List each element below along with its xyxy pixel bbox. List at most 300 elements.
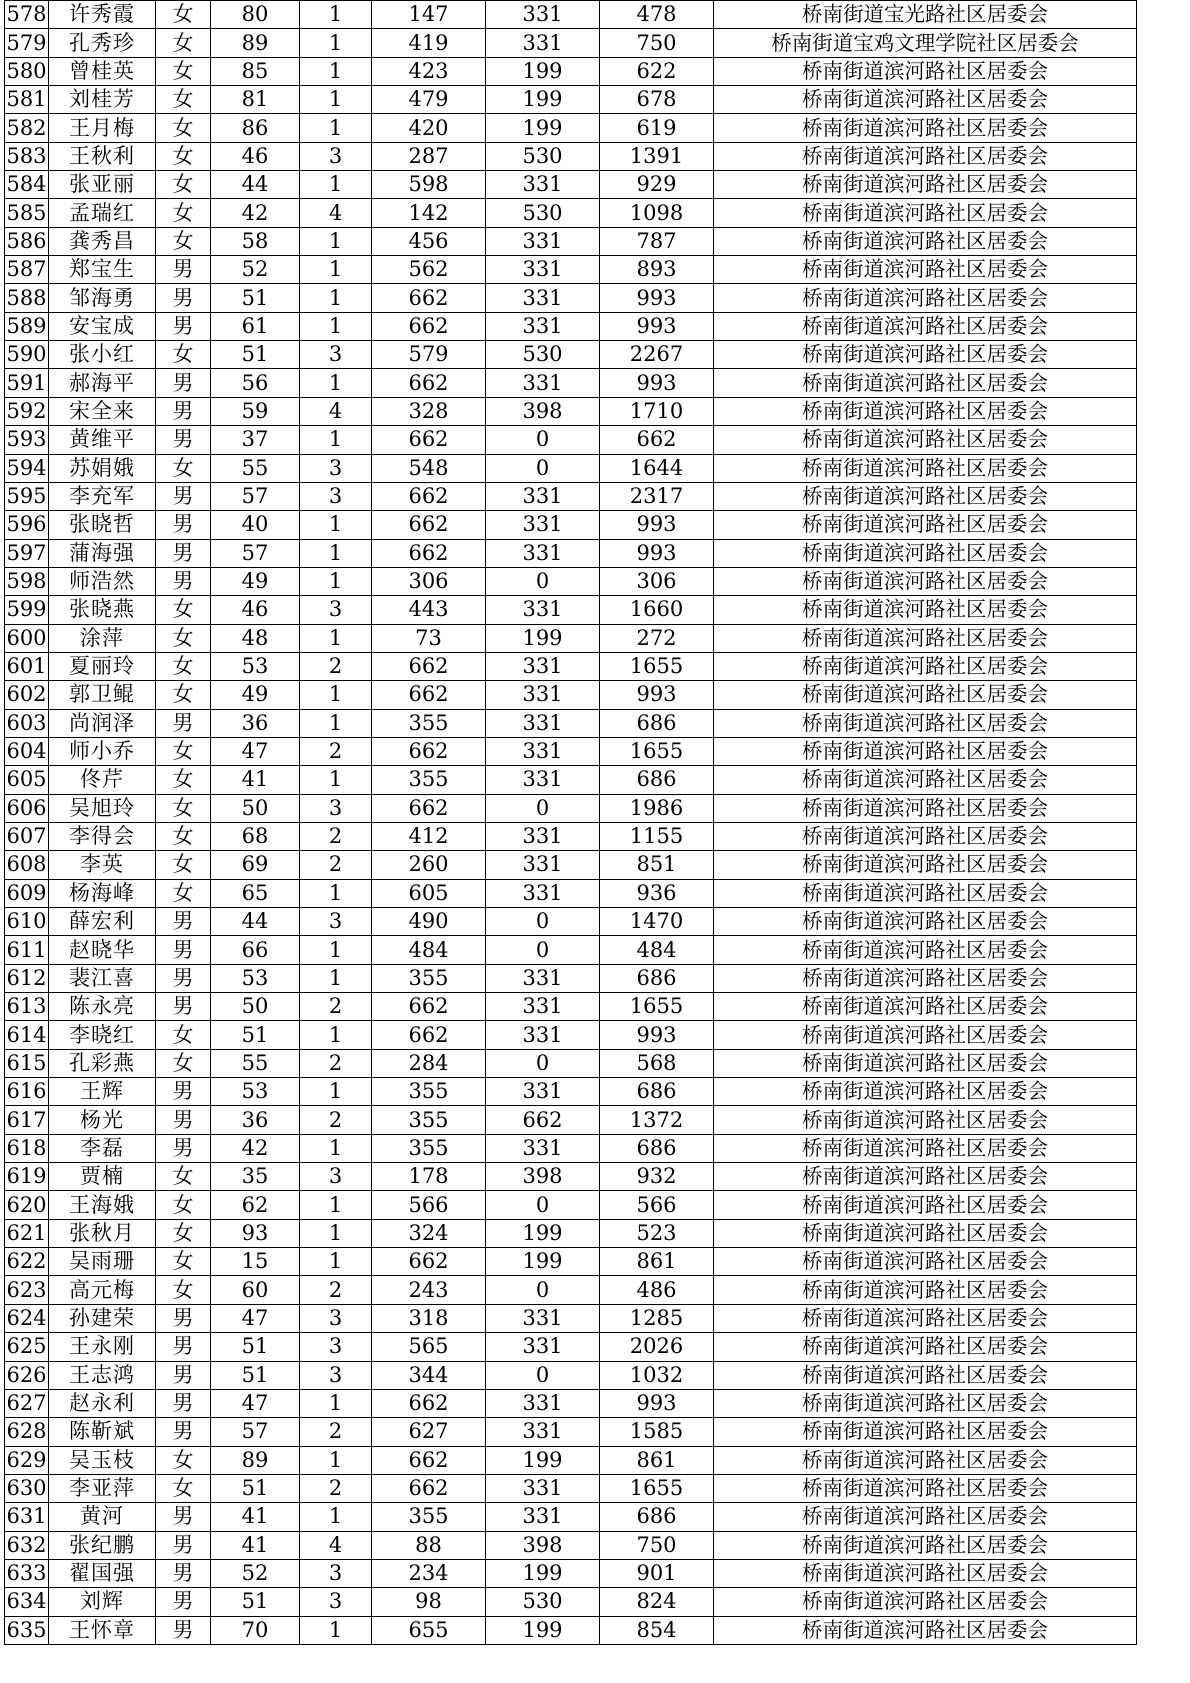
age-cell: 42 [211,199,300,227]
amount-cell: 662 [372,652,486,680]
name-cell: 师浩然 [49,567,156,595]
amount-cell: 662 [372,1389,486,1417]
age-cell: 51 [211,1474,300,1502]
address-cell: 桥南街道滨河路社区居委会 [714,652,1137,680]
amount-cell: 306 [372,567,486,595]
amount-cell: 662 [372,681,486,709]
index-cell: 621 [5,1219,49,1247]
gender-cell: 男 [156,482,211,510]
name-cell: 孙建荣 [49,1304,156,1332]
amount-cell: 355 [372,1503,486,1531]
total-cell: 2267 [600,341,714,369]
table-row [5,681,1137,709]
index-cell: 598 [5,567,49,595]
table-row [5,1446,1137,1474]
amount-cell: 456 [372,227,486,255]
address-cell: 桥南街道滨河路社区居委会 [714,596,1137,624]
count-cell: 2 [300,993,372,1021]
table-row [5,993,1137,1021]
subsidy-cell: 0 [486,567,600,595]
amount-cell: 355 [372,766,486,794]
subsidy-cell: 530 [486,142,600,170]
address-cell: 桥南街道滨河路社区居委会 [714,681,1137,709]
count-cell: 1 [300,766,372,794]
index-cell: 600 [5,624,49,652]
amount-cell: 579 [372,341,486,369]
address-cell: 桥南街道滨河路社区居委会 [714,1418,1137,1446]
amount-cell: 662 [372,993,486,1021]
name-cell: 龚秀昌 [49,227,156,255]
subsidy-cell: 331 [486,766,600,794]
table-row [5,1588,1137,1616]
table-row [5,1361,1137,1389]
subsidy-cell: 398 [486,1163,600,1191]
subsidy-cell: 331 [486,1389,600,1417]
index-cell: 616 [5,1078,49,1106]
total-cell: 993 [600,312,714,340]
amount-cell: 548 [372,454,486,482]
table-row [5,171,1137,199]
amount-cell: 662 [372,312,486,340]
total-cell: 993 [600,681,714,709]
index-cell: 618 [5,1134,49,1162]
age-cell: 68 [211,822,300,850]
table-row [5,426,1137,454]
subsidy-cell: 331 [486,1503,600,1531]
age-cell: 51 [211,341,300,369]
amount-cell: 243 [372,1276,486,1304]
table-row [5,567,1137,595]
count-cell: 3 [300,1559,372,1587]
gender-cell: 女 [156,1049,211,1077]
table-row [5,539,1137,567]
amount-cell: 565 [372,1333,486,1361]
amount-cell: 147 [372,1,486,29]
table-row [5,1106,1137,1134]
address-cell: 桥南街道滨河路社区居委会 [714,1191,1137,1219]
amount-cell: 662 [372,1474,486,1502]
total-cell: 686 [600,766,714,794]
address-cell: 桥南街道滨河路社区居委会 [714,114,1137,142]
age-cell: 62 [211,1191,300,1219]
count-cell: 2 [300,652,372,680]
address-cell: 桥南街道滨河路社区居委会 [714,539,1137,567]
name-cell: 黄河 [49,1503,156,1531]
count-cell: 1 [300,1616,372,1644]
index-cell: 610 [5,908,49,936]
name-cell: 杨海峰 [49,879,156,907]
amount-cell: 284 [372,1049,486,1077]
subsidy-cell: 331 [486,1134,600,1162]
index-cell: 611 [5,936,49,964]
amount-cell: 142 [372,199,486,227]
total-cell: 936 [600,879,714,907]
address-cell: 桥南街道滨河路社区居委会 [714,86,1137,114]
index-cell: 599 [5,596,49,624]
table-row [5,199,1137,227]
age-cell: 46 [211,596,300,624]
gender-cell: 男 [156,1418,211,1446]
gender-cell: 男 [156,1333,211,1361]
age-cell: 60 [211,1276,300,1304]
gender-cell: 男 [156,426,211,454]
total-cell: 929 [600,171,714,199]
count-cell: 1 [300,936,372,964]
subsidy-cell: 331 [486,993,600,1021]
age-cell: 51 [211,1333,300,1361]
gender-cell: 男 [156,1616,211,1644]
total-cell: 1155 [600,822,714,850]
gender-cell: 男 [156,993,211,1021]
total-cell: 1644 [600,454,714,482]
address-cell: 桥南街道滨河路社区居委会 [714,1163,1137,1191]
name-cell: 张亚丽 [49,171,156,199]
name-cell: 陈永亮 [49,993,156,1021]
name-cell: 杨光 [49,1106,156,1134]
gender-cell: 男 [156,1531,211,1559]
index-cell: 628 [5,1418,49,1446]
amount-cell: 98 [372,1588,486,1616]
total-cell: 750 [600,1531,714,1559]
count-cell: 1 [300,171,372,199]
address-cell: 桥南街道滨河路社区居委会 [714,964,1137,992]
index-cell: 607 [5,822,49,850]
address-cell: 桥南街道滨河路社区居委会 [714,737,1137,765]
subsidy-cell: 0 [486,1049,600,1077]
index-cell: 585 [5,199,49,227]
name-cell: 李磊 [49,1134,156,1162]
table-row [5,1191,1137,1219]
address-cell: 桥南街道滨河路社区居委会 [714,312,1137,340]
total-cell: 1032 [600,1361,714,1389]
amount-cell: 662 [372,284,486,312]
name-cell: 赵永利 [49,1389,156,1417]
count-cell: 1 [300,369,372,397]
address-cell: 桥南街道滨河路社区居委会 [714,851,1137,879]
gender-cell: 女 [156,766,211,794]
address-cell: 桥南街道滨河路社区居委会 [714,993,1137,1021]
gender-cell: 男 [156,1134,211,1162]
age-cell: 81 [211,86,300,114]
count-cell: 1 [300,1134,372,1162]
count-cell: 3 [300,1304,372,1332]
table-row [5,766,1137,794]
subsidy-cell: 331 [486,256,600,284]
gender-cell: 女 [156,737,211,765]
count-cell: 3 [300,1163,372,1191]
name-cell: 黄维平 [49,426,156,454]
table-row [5,57,1137,85]
table-row [5,822,1137,850]
amount-cell: 605 [372,879,486,907]
gender-cell: 男 [156,511,211,539]
gender-cell: 女 [156,624,211,652]
amount-cell: 662 [372,369,486,397]
subsidy-cell: 331 [486,312,600,340]
name-cell: 李亚萍 [49,1474,156,1502]
total-cell: 566 [600,1191,714,1219]
name-cell: 宋全来 [49,397,156,425]
gender-cell: 男 [156,1503,211,1531]
age-cell: 61 [211,312,300,340]
subsidy-cell: 331 [486,1304,600,1332]
count-cell: 1 [300,114,372,142]
subsidy-cell: 331 [486,709,600,737]
age-cell: 86 [211,114,300,142]
total-cell: 1710 [600,397,714,425]
table-row [5,341,1137,369]
gender-cell: 女 [156,227,211,255]
address-cell: 桥南街道滨河路社区居委会 [714,256,1137,284]
amount-cell: 662 [372,426,486,454]
subsidy-cell: 331 [486,29,600,57]
index-cell: 633 [5,1559,49,1587]
age-cell: 42 [211,1134,300,1162]
total-cell: 478 [600,1,714,29]
address-cell: 桥南街道滨河路社区居委会 [714,1248,1137,1276]
table-row [5,114,1137,142]
subsidy-cell: 331 [486,539,600,567]
amount-cell: 662 [372,1446,486,1474]
address-cell: 桥南街道滨河路社区居委会 [714,284,1137,312]
address-cell: 桥南街道滨河路社区居委会 [714,709,1137,737]
total-cell: 993 [600,1021,714,1049]
count-cell: 3 [300,908,372,936]
age-cell: 56 [211,369,300,397]
address-cell: 桥南街道滨河路社区居委会 [714,1531,1137,1559]
count-cell: 1 [300,426,372,454]
amount-cell: 443 [372,596,486,624]
address-cell: 桥南街道滨河路社区居委会 [714,1361,1137,1389]
age-cell: 47 [211,1389,300,1417]
subsidy-cell: 199 [486,1559,600,1587]
name-cell: 郭卫鲲 [49,681,156,709]
subsidy-cell: 199 [486,624,600,652]
table-row [5,851,1137,879]
count-cell: 1 [300,29,372,57]
index-cell: 602 [5,681,49,709]
subsidy-cell: 331 [486,851,600,879]
name-cell: 李晓红 [49,1021,156,1049]
index-cell: 579 [5,29,49,57]
index-cell: 605 [5,766,49,794]
address-cell: 桥南街道滨河路社区居委会 [714,199,1137,227]
address-cell: 桥南街道滨河路社区居委会 [714,1503,1137,1531]
amount-cell: 662 [372,794,486,822]
subsidy-cell: 398 [486,397,600,425]
name-cell: 张晓哲 [49,511,156,539]
index-cell: 578 [5,1,49,29]
address-cell: 桥南街道滨河路社区居委会 [714,908,1137,936]
subsidy-cell: 331 [486,1078,600,1106]
count-cell: 1 [300,1446,372,1474]
age-cell: 57 [211,482,300,510]
name-cell: 郑宝生 [49,256,156,284]
count-cell: 3 [300,142,372,170]
index-cell: 613 [5,993,49,1021]
index-cell: 591 [5,369,49,397]
address-cell: 桥南街道滨河路社区居委会 [714,171,1137,199]
subsidy-cell: 331 [486,1333,600,1361]
age-cell: 57 [211,1418,300,1446]
address-cell: 桥南街道滨河路社区居委会 [714,482,1137,510]
address-cell: 桥南街道滨河路社区居委会 [714,454,1137,482]
count-cell: 1 [300,86,372,114]
gender-cell: 男 [156,539,211,567]
name-cell: 郝海平 [49,369,156,397]
count-cell: 1 [300,681,372,709]
address-cell: 桥南街道滨河路社区居委会 [714,511,1137,539]
address-cell: 桥南街道滨河路社区居委会 [714,369,1137,397]
name-cell: 王志鸿 [49,1361,156,1389]
age-cell: 55 [211,1049,300,1077]
index-cell: 581 [5,86,49,114]
name-cell: 王怀章 [49,1616,156,1644]
name-cell: 蒲海强 [49,539,156,567]
address-cell: 桥南街道滨河路社区居委会 [714,936,1137,964]
total-cell: 932 [600,1163,714,1191]
gender-cell: 男 [156,964,211,992]
amount-cell: 355 [372,1134,486,1162]
name-cell: 曾桂英 [49,57,156,85]
age-cell: 93 [211,1219,300,1247]
total-cell: 824 [600,1588,714,1616]
name-cell: 李充军 [49,482,156,510]
subsidy-cell: 530 [486,1588,600,1616]
table-row [5,936,1137,964]
count-cell: 1 [300,539,372,567]
total-cell: 993 [600,539,714,567]
name-cell: 李得会 [49,822,156,850]
name-cell: 佟芹 [49,766,156,794]
subsidy-cell: 331 [486,171,600,199]
name-cell: 吴旭玲 [49,794,156,822]
count-cell: 1 [300,624,372,652]
name-cell: 高元梅 [49,1276,156,1304]
age-cell: 46 [211,142,300,170]
subsidy-cell: 0 [486,1191,600,1219]
index-cell: 597 [5,539,49,567]
data-table [4,0,1137,1645]
count-cell: 2 [300,1106,372,1134]
subsidy-cell: 199 [486,114,600,142]
gender-cell: 女 [156,652,211,680]
amount-cell: 318 [372,1304,486,1332]
table-row [5,879,1137,907]
age-cell: 51 [211,284,300,312]
gender-cell: 女 [156,171,211,199]
total-cell: 861 [600,1248,714,1276]
table-row [5,1418,1137,1446]
index-cell: 634 [5,1588,49,1616]
count-cell: 3 [300,1361,372,1389]
age-cell: 89 [211,29,300,57]
table-row [5,1304,1137,1332]
subsidy-cell: 0 [486,794,600,822]
gender-cell: 女 [156,1446,211,1474]
address-cell: 桥南街道滨河路社区居委会 [714,142,1137,170]
table-row [5,596,1137,624]
index-cell: 626 [5,1361,49,1389]
count-cell: 1 [300,227,372,255]
name-cell: 王海娥 [49,1191,156,1219]
age-cell: 57 [211,539,300,567]
count-cell: 1 [300,1,372,29]
subsidy-cell: 199 [486,1219,600,1247]
total-cell: 686 [600,709,714,737]
total-cell: 484 [600,936,714,964]
subsidy-cell: 0 [486,1276,600,1304]
subsidy-cell: 331 [486,737,600,765]
name-cell: 夏丽玲 [49,652,156,680]
subsidy-cell: 331 [486,1418,600,1446]
table-row [5,1248,1137,1276]
count-cell: 3 [300,482,372,510]
total-cell: 1391 [600,142,714,170]
count-cell: 1 [300,511,372,539]
index-cell: 612 [5,964,49,992]
address-cell: 桥南街道滨河路社区居委会 [714,1559,1137,1587]
address-cell: 桥南街道滨河路社区居委会 [714,1333,1137,1361]
table-row [5,29,1137,57]
table-row [5,312,1137,340]
subsidy-cell: 530 [486,341,600,369]
count-cell: 1 [300,964,372,992]
address-cell: 桥南街道滨河路社区居委会 [714,1474,1137,1502]
gender-cell: 男 [156,369,211,397]
gender-cell: 女 [156,341,211,369]
count-cell: 4 [300,199,372,227]
gender-cell: 女 [156,57,211,85]
count-cell: 3 [300,341,372,369]
count-cell: 1 [300,1078,372,1106]
subsidy-cell: 331 [486,879,600,907]
name-cell: 孟瑞红 [49,199,156,227]
total-cell: 1470 [600,908,714,936]
table-body [5,1,1137,1645]
table-row [5,1616,1137,1644]
name-cell: 王秋利 [49,142,156,170]
name-cell: 裴江喜 [49,964,156,992]
index-cell: 608 [5,851,49,879]
subsidy-cell: 398 [486,1531,600,1559]
total-cell: 686 [600,1078,714,1106]
address-cell: 桥南街道滨河路社区居委会 [714,794,1137,822]
subsidy-cell: 662 [486,1106,600,1134]
gender-cell: 女 [156,879,211,907]
total-cell: 901 [600,1559,714,1587]
count-cell: 4 [300,397,372,425]
address-cell: 桥南街道滨河路社区居委会 [714,1021,1137,1049]
table-row [5,397,1137,425]
table-row [5,1163,1137,1191]
age-cell: 41 [211,1503,300,1531]
address-cell: 桥南街道滨河路社区居委会 [714,766,1137,794]
total-cell: 272 [600,624,714,652]
gender-cell: 女 [156,142,211,170]
address-cell: 桥南街道滨河路社区居委会 [714,1304,1137,1332]
age-cell: 36 [211,709,300,737]
amount-cell: 344 [372,1361,486,1389]
gender-cell: 女 [156,199,211,227]
index-cell: 589 [5,312,49,340]
table-row [5,284,1137,312]
table-row [5,227,1137,255]
subsidy-cell: 530 [486,199,600,227]
total-cell: 306 [600,567,714,595]
amount-cell: 562 [372,256,486,284]
amount-cell: 662 [372,511,486,539]
